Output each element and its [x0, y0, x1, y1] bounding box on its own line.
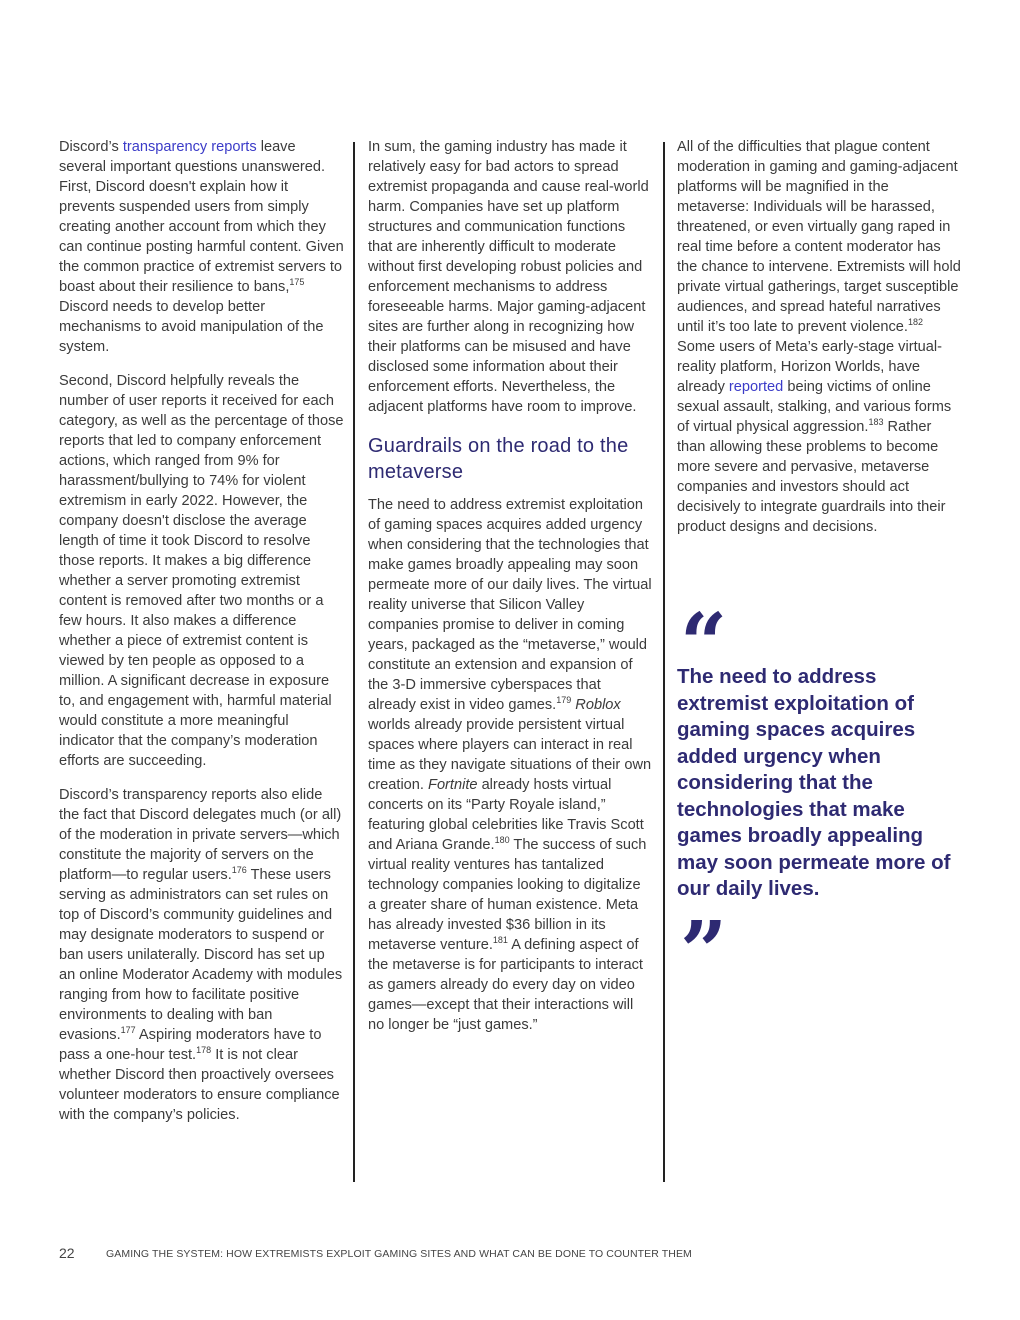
close-quote-icon: ” [680, 904, 728, 1000]
footnote-ref: 181 [492, 935, 508, 945]
reported-link[interactable]: reported [728, 379, 784, 395]
footnote-ref: 175 [289, 277, 305, 287]
transparency-reports-link[interactable]: transparency reports [122, 139, 257, 155]
paragraph: Second, Discord helpfully reveals the number of user reports it received for each category, as well as the percentage of those reports that led to company enforcement actions, which ranged from 9% for harassment/bullying to 74% for violent extremism in early 2022. However, the company doesn't disclose the average length of time it took Discord to resolve those reports. It makes a big difference whether a server promoting extremist content is removed after two months or a few hours. It also makes a difference whether a piece of extremist content is viewed by ten people as opposed to a million. A significant decrease in exposure to, and engagement with, harmful material would constitute a more meaningful indicator that the company’s moderation efforts are succeeding. [59, 373, 344, 769]
footnote-ref: 176 [231, 865, 247, 875]
footnote-ref: 180 [494, 835, 510, 845]
open-quote-icon: “ [680, 596, 728, 692]
paragraph: In sum, the gaming industry has made it relatively easy for bad actors to spread extremist propaganda and cause real-world harm. Companies have set up platform structures and communication functions that are inherently difficult to moderate without first developing robust policies and enforcement mechanisms to address foreseeable harms. Major gaming-adjacent sites are further along in recognizing how their platforms can be misused and have disclosed some information about their enforcement efforts. Nevertheless, the adjacent platforms have room to improve. [368, 139, 649, 415]
footnote-ref: 179 [556, 695, 572, 705]
footnote-ref: 178 [196, 1045, 212, 1055]
footnote-ref: 183 [868, 417, 884, 427]
footnote-ref: 177 [120, 1025, 136, 1035]
column-3 [677, 137, 963, 551]
paragraph: All of the difficulties that plague content moderation in gaming and gaming-adjacent platforms will be magnified in the metaverse: Individuals will be harassed, threatened, or even virtually gang raped in real time before a content moderator has the chance to intervene. Extremists will hold private virtual gatherings, target susceptible audiences, and spread hateful narratives until it’s too late to prevent violence.$^{182}$ Some users of Meta’s early-stage virtual-reality platform, Horizon Worlds, have already reported being victims of online sexual assault, stalking, and various forms of virtual physical aggression.$^{183}$ Rather than allowing these problems to become more severe and pervasive, metaverse companies and investors should act decisively to integrate guardrails into their product designs and decisions. [677, 139, 961, 535]
pull-quote: The need to address extremist exploitation of gaming spaces acquires added urgency when considering that the technologies that make games broadly appealing may soon permeate more of our daily lives. [677, 665, 951, 900]
footnote-ref: 182 [907, 317, 923, 327]
column-divider [353, 142, 355, 1182]
paragraph: Discord’s transparency reports leave several important questions unanswered. First, Discord doesn't explain how it prevents suspended users from simply creating another account from which they can continue posting harmful content. Given the common practice of extremist servers to boast about their resilience to bans,$^{175}$ Discord needs to develop better mechanisms to avoid manipulation of the system. [59, 139, 344, 355]
page-number: 22 [59, 1245, 75, 1261]
paragraph: Discord’s transparency reports also elide the fact that Discord delegates much (or all) of the moderation in private servers—which constitute the majority of servers on the platform—to regular users.$^{176}$ These users serving as administrators can set rules on top of Discord’s community guidelines and may designate moderators to suspend or ban users unilaterally. Discord has set up an online Moderator Academy with modules ranging from how to facilitate positive environments to dealing with ban evasions.$^{177}$ Aspiring moderators have to pass a one-hour test.$^{178}$ It is not clear whether Discord then proactively oversees volunteer moderators to ensure compliance with the company’s policies. [59, 787, 343, 1123]
column-2 [368, 137, 652, 1049]
section-heading: Guardrails on the road to the metaverse [368, 435, 629, 483]
running-title: GAMING THE SYSTEM: HOW EXTREMISTS EXPLOIT GAMING SITES AND WHAT CAN BE DONE TO COUNTER THEM [106, 1248, 692, 1260]
column-divider [663, 142, 665, 1182]
column-1 [59, 137, 345, 1139]
paragraph: The need to address extremist exploitation of gaming spaces acquires added urgency when considering that the technologies that make games broadly appealing may soon permeate more of our daily lives. The virtual reality universe that Silicon Valley companies promise to deliver in coming years, packaged as the “metaverse,” would constitute an extension and expansion of the 3-D immersive cyberspaces that already exist in video games.$^{179}$ Roblox worlds already provide persistent virtual spaces where players can interact in real time as they navigate situations of their own creation. Fortnite already hosts virtual concerts on its “Party Royale island,” featuring global celebrities like Travis Scott and Ariana Grande.$^{180}$ The success of such virtual reality ventures has tantalized technology companies looking to digitalize a greater share of human existence. Meta has already invested $36 billion in its metaverse venture.$^{181}$ A defining aspect of the metaverse is for participants to interact as gamers already do every day on video games—except that their interactions will no longer be “just games.” [368, 497, 652, 1033]
